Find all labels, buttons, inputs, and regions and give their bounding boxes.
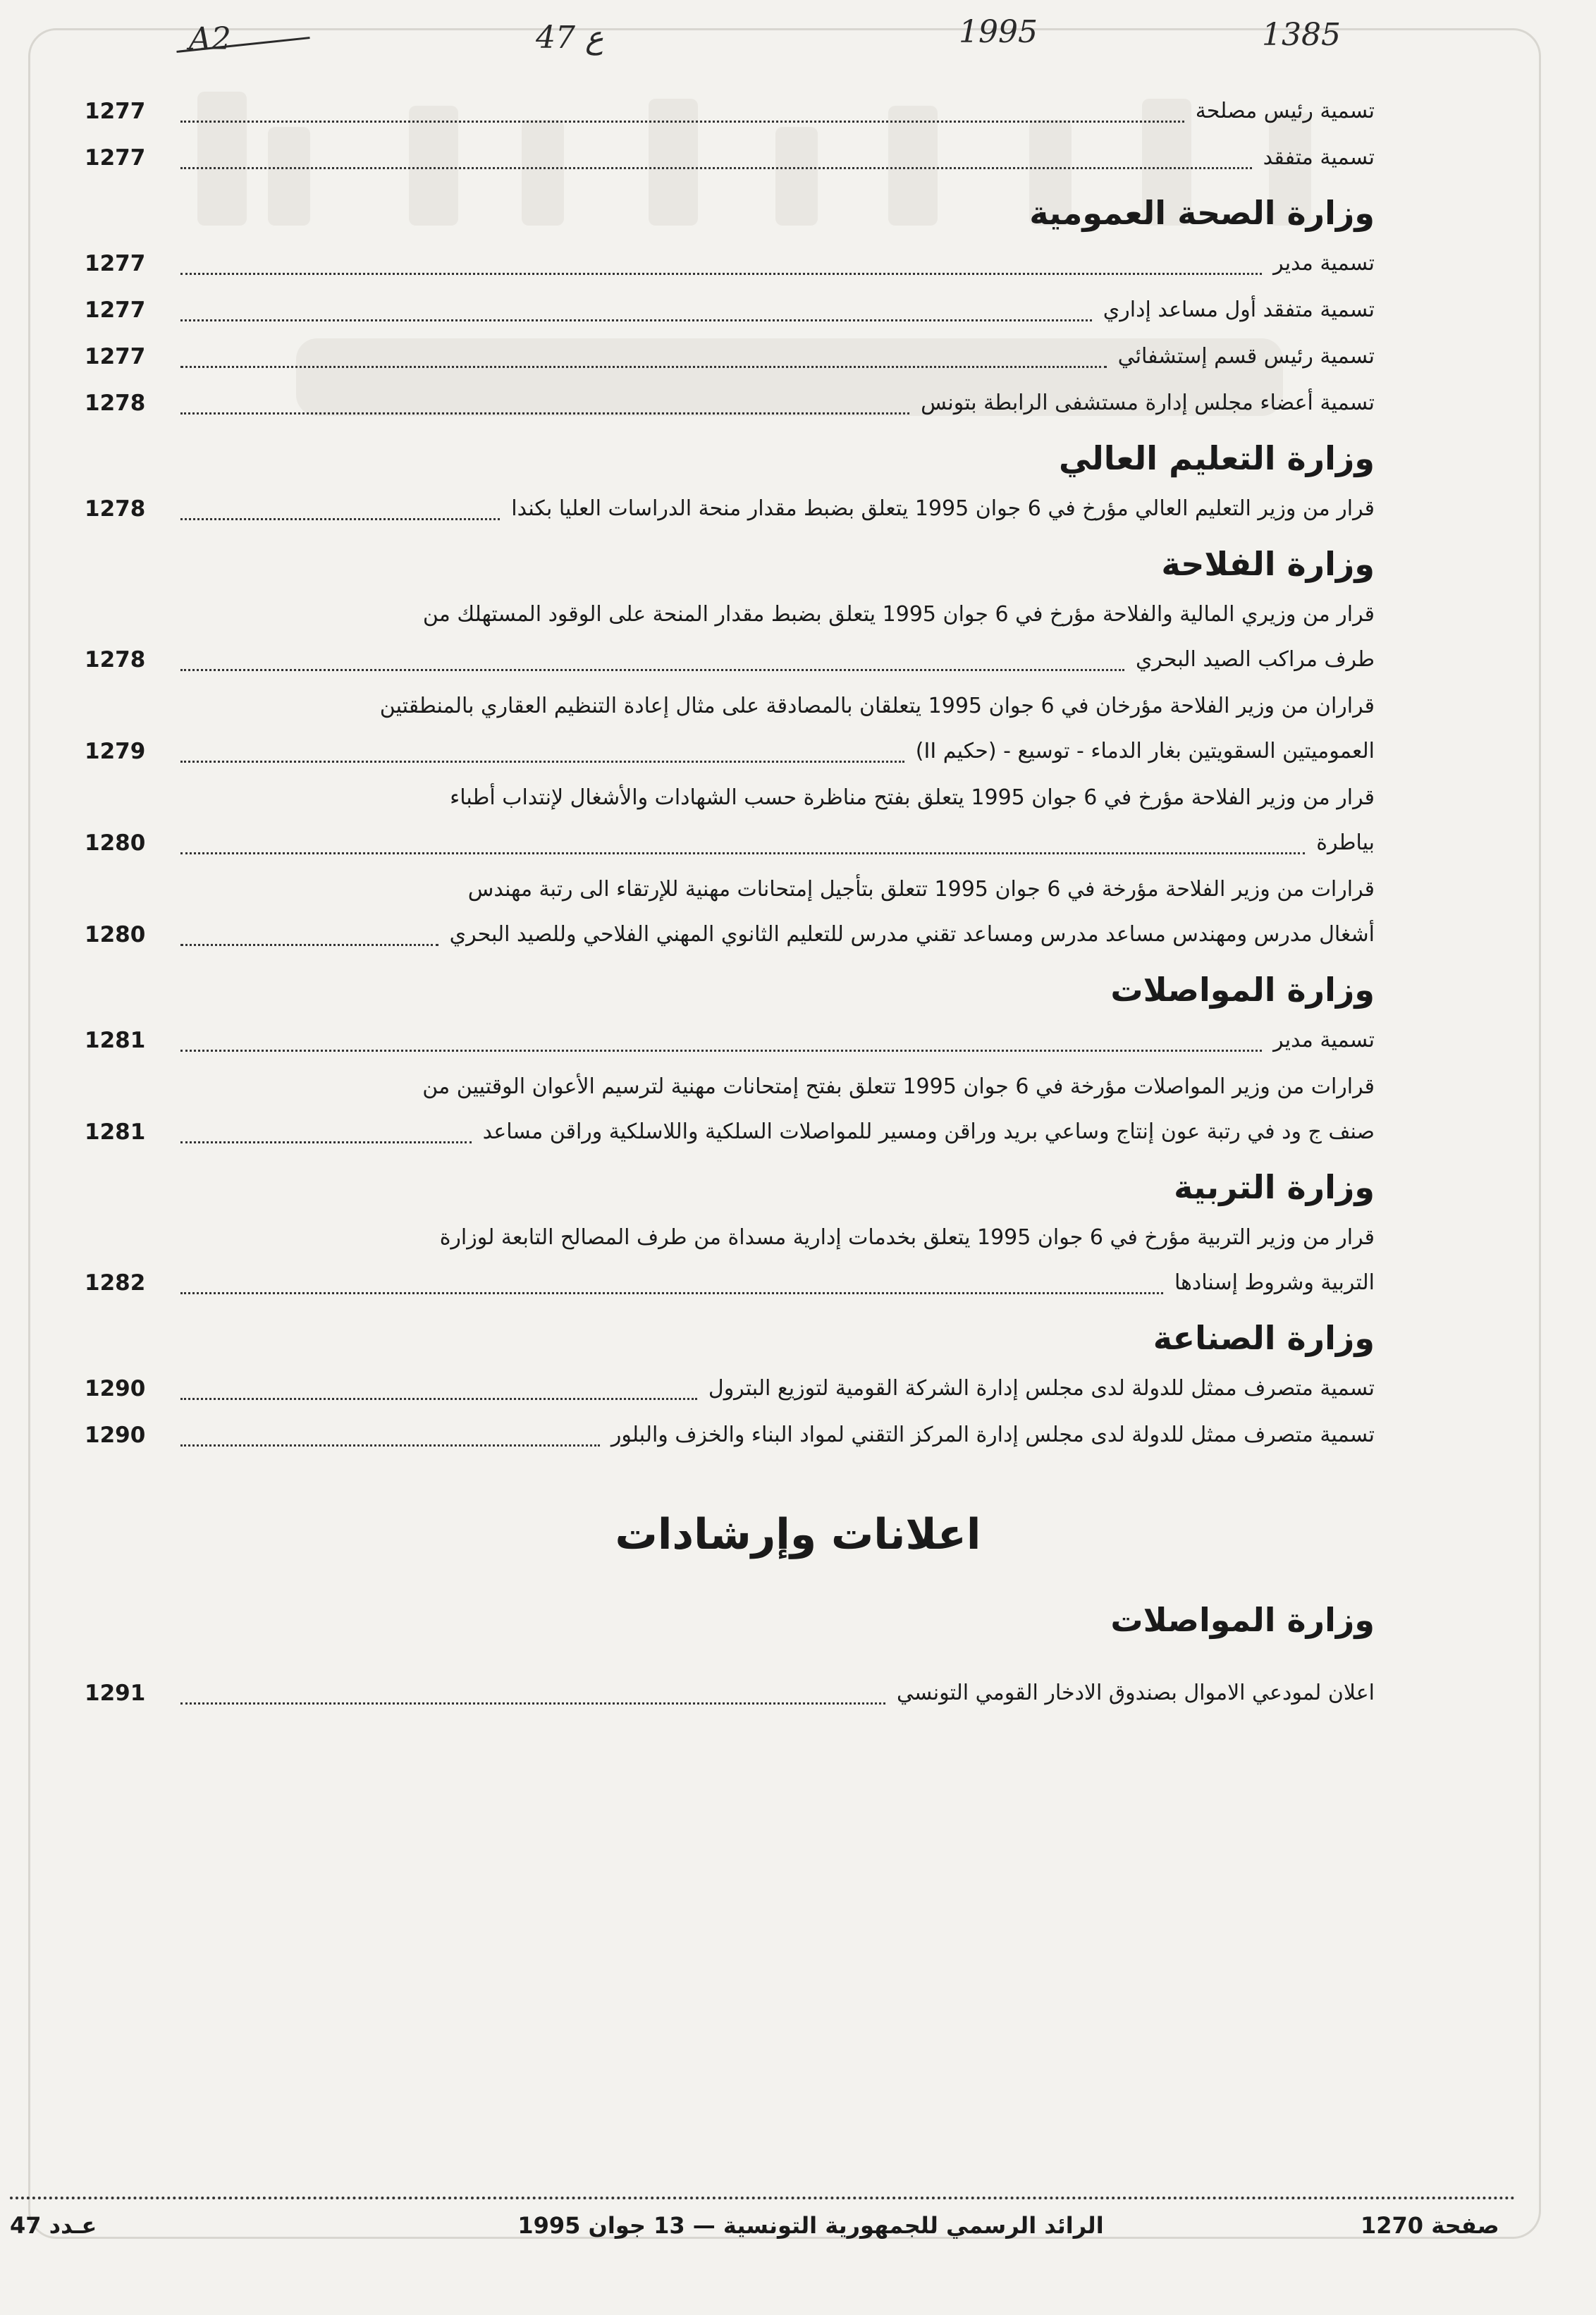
toc-entry <box>85 1413 1375 1458</box>
entry-title-line: صنف ج ود في رتبة عون إنتاج وساعي بريد وراقن ومسير للمواصلات السلكية واللاسلكية وراقن مساعد <box>482 1119 1375 1144</box>
leader-dots <box>180 1292 1163 1294</box>
entry-title-line: قرارات من وزير المواصلات مؤرخة في 6 جوان 1995 تتعلق بفتح إمتحانات مهنية لترسيم الأعوان الوقتيين من <box>422 1074 1375 1099</box>
toc-entry <box>85 486 1375 532</box>
entry-title-line: العموميتين السقويتين بغار الدماء - توسيع - (حكيم II) <box>915 739 1375 763</box>
page-number: 1290 <box>85 1376 146 1401</box>
toc-entry <box>85 1018 1375 1063</box>
entry-title: تسمية متصرف ممثل للدولة لدى مجلس إدارة الشركة القومية لتوزيع البترول <box>708 1376 1375 1401</box>
ministry-heading: وزارة التعليم العالي <box>1058 439 1375 477</box>
ministry-heading: وزارة المواصلات <box>1110 971 1375 1009</box>
leader-dots <box>180 1050 1262 1052</box>
toc-section <box>85 967 1375 1155</box>
page-number: 1282 <box>85 1270 146 1296</box>
leader-dots <box>180 669 1124 671</box>
entry-title-line: قراران من وزير الفلاحة مؤرخان في 6 جوان 1995 يتعلقان بالمصادقة على مثال إعادة التنظيم العقاري بالمنطقتين <box>379 694 1375 718</box>
footer-issue-number: عـدد 47 <box>10 2212 97 2239</box>
ministry-heading: وزارة التربية <box>1174 1168 1375 1206</box>
handwritten-mark-c: 1995 <box>959 14 1038 50</box>
ministry-heading: وزارة المواصلات <box>1110 1601 1375 1639</box>
entry-title-line: طرف مراكب الصيد البحري <box>1135 647 1375 672</box>
page-number: 1277 <box>85 297 146 323</box>
ministry-heading: وزارة الصحة العمومية <box>1029 194 1375 232</box>
page-number: 1280 <box>85 922 146 947</box>
entry-title: تسمية متصرف ممثل للدولة لدى مجلس إدارة المركز التقني لمواد البناء والخزف والبلور <box>610 1423 1375 1447</box>
toc-entry <box>85 288 1375 333</box>
entry-title-line: قرار من وزير الفلاحة مؤرخ في 6 جوان 1995 يتعلق بفتح مناظرة حسب الشهادات والأشغال لإنتداب أطباء <box>450 785 1375 810</box>
toc-entry <box>85 684 1375 774</box>
page-number: 1291 <box>85 1681 146 1706</box>
leader-dots <box>180 944 438 946</box>
entry-title-line: قرار من وزير التربية مؤرخ في 6 جوان 1995 يتعلق بخدمات إدارية مسداة من طرف المصالح التابعة لوزارة <box>439 1225 1375 1250</box>
page-number: 1290 <box>85 1423 146 1448</box>
leader-dots <box>180 1702 885 1705</box>
leader-dots <box>180 319 1092 321</box>
leader-dots <box>180 1444 600 1447</box>
entry-title: تسمية مدير <box>1273 251 1375 276</box>
toc-section <box>85 541 1375 957</box>
toc-entry <box>85 1366 1375 1411</box>
page-number: 1277 <box>85 251 146 276</box>
toc-entry <box>85 334 1375 379</box>
page-number: 1281 <box>85 1119 146 1145</box>
leader-dots <box>180 121 1184 123</box>
page-number: 1277 <box>85 99 146 124</box>
toc-section <box>85 89 1375 180</box>
handwritten-mark-b: 47 ع <box>536 20 604 56</box>
toc-section <box>85 1315 1375 1458</box>
leader-dots <box>180 167 1252 169</box>
leader-dots <box>180 1398 697 1400</box>
toc-entry <box>85 89 1375 134</box>
page-number: 1279 <box>85 739 146 764</box>
announcements-title: اعلانات وإرشادات <box>615 1510 981 1559</box>
entry-title-line: قرارات من وزير الفلاحة مؤرخة في 6 جوان 1995 تتعلق بتأجيل إمتحانات مهنية للإرتقاء الى رتبة مهندس <box>467 877 1375 902</box>
page-number: 1280 <box>85 830 146 856</box>
page-number: 1278 <box>85 391 146 416</box>
footer-journal-title: الرائد الرسمي للجمهورية التونسية — 13 جوان 1995 <box>517 2212 1104 2239</box>
entry-title: قرار من وزير التعليم العالي مؤرخ في 6 جوان 1995 يتعلق بضبط مقدار منحة الدراسات العليا بكندا <box>511 496 1375 521</box>
page-number: 1277 <box>85 344 146 369</box>
page-number: 1278 <box>85 496 146 522</box>
entry-title-line: التربية وشروط إسنادها <box>1174 1270 1375 1295</box>
entry-title: تسمية رئيس قسم إستشفائي <box>1117 344 1375 369</box>
toc-section <box>85 190 1375 426</box>
announcements-list <box>85 1588 1375 1717</box>
entry-title-line: قرار من وزيري المالية والفلاحة مؤرخ في 6 جوان 1995 يتعلق بضبط مقدار المنحة على الوقود المستهلك من <box>422 602 1375 627</box>
page-number: 1278 <box>85 647 146 673</box>
leader-dots <box>180 852 1305 854</box>
toc-section <box>85 436 1375 532</box>
table-of-contents <box>85 85 1375 1459</box>
leader-dots <box>180 761 904 763</box>
toc-entry <box>85 241 1375 286</box>
toc-entry <box>85 1671 1375 1716</box>
entry-title: تسمية مدير <box>1273 1028 1375 1052</box>
entry-title-line: أشغال مدرس ومهندس مساعد مدرس ومساعد تقني مدرس للتعليم الثانوي المهني الفلاحي وللصيد البحري <box>449 922 1375 947</box>
toc-entry <box>85 592 1375 682</box>
toc-entry <box>85 1215 1375 1306</box>
toc-entry <box>85 1064 1375 1155</box>
leader-dots <box>180 412 909 415</box>
leader-dots <box>180 1141 472 1143</box>
entry-title: تسمية أعضاء مجلس إدارة مستشفى الرابطة بتونس <box>921 391 1375 415</box>
leader-dots <box>180 518 500 520</box>
leader-dots <box>180 273 1262 275</box>
handwritten-mark-d: 1385 <box>1262 17 1341 53</box>
page-number: 1277 <box>85 145 146 171</box>
entry-title-line: بياطرة <box>1316 830 1375 855</box>
entry-title: اعلان لمودعي الاموال بصندوق الادخار القومي التونسي <box>896 1681 1375 1705</box>
toc-entry <box>85 135 1375 180</box>
toc-entry <box>85 381 1375 426</box>
entry-title: تسمية رئيس مصلحة <box>1195 99 1375 123</box>
leader-dots <box>180 366 1107 368</box>
handwritten-mark-a: A2 <box>189 21 231 57</box>
page-number: 1281 <box>85 1028 146 1053</box>
ministry-heading: وزارة الفلاحة <box>1161 545 1375 583</box>
entry-title: تسمية متفقد <box>1263 145 1375 170</box>
footer-divider <box>10 2197 1516 2199</box>
footer-page-label: صفحة 1270 <box>1361 2212 1499 2239</box>
toc-entry <box>85 775 1375 866</box>
toc-entry <box>85 867 1375 957</box>
toc-section <box>85 1165 1375 1306</box>
ministry-heading: وزارة الصناعة <box>1153 1319 1375 1357</box>
entry-title: تسمية متفقد أول مساعد إداري <box>1103 297 1375 322</box>
